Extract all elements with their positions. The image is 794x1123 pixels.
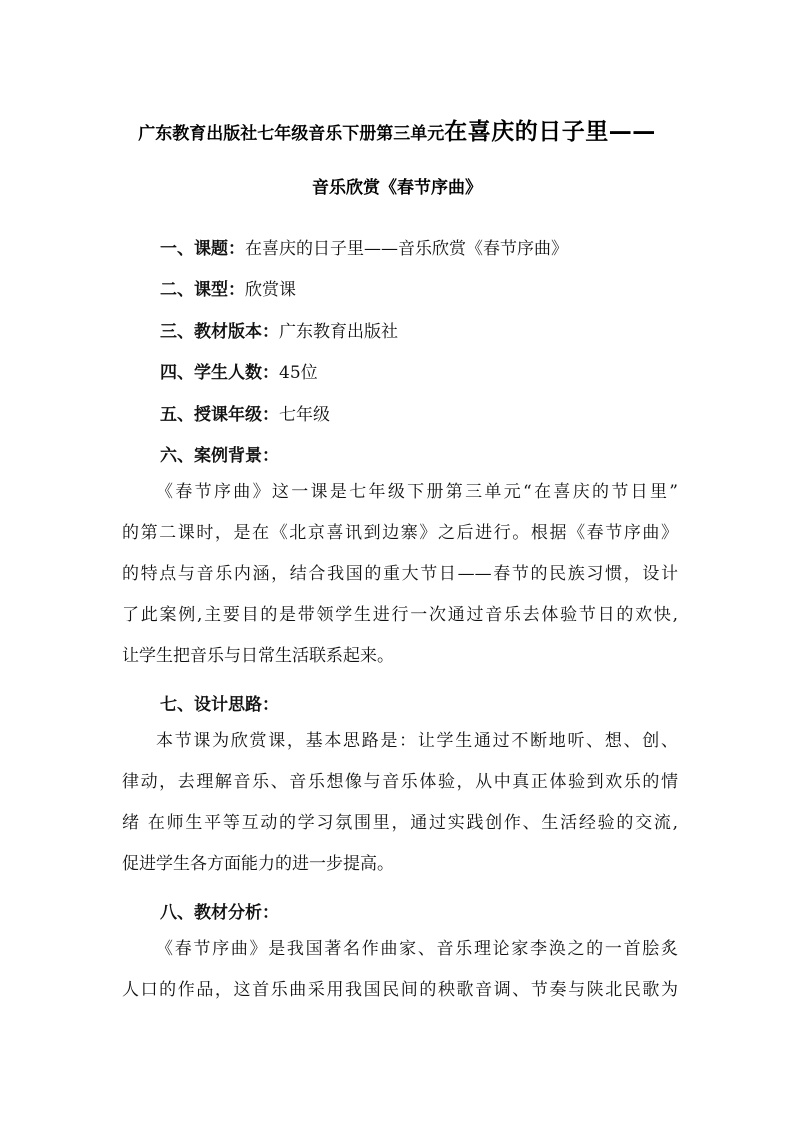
paragraph-line: 的特点与音乐内涵，结合我国的重大节日——春节的民族习惯，设计 bbox=[122, 564, 678, 584]
field-label: 三、教材版本： bbox=[160, 322, 279, 342]
field-grade bbox=[160, 400, 330, 425]
field-textbook-edition bbox=[160, 317, 398, 342]
paragraph-line: 让学生把音乐与日常生活联系起来。 bbox=[122, 646, 394, 666]
document-title bbox=[0, 113, 794, 146]
section-heading-material: 八、教材分析： bbox=[160, 903, 279, 923]
title-prefix: 广东教育出版社七年级音乐下册第三单元 bbox=[138, 124, 445, 144]
title-main: 在喜庆的日子里—— bbox=[444, 119, 656, 145]
paragraph-line: 《春节序曲》是我国著名作曲家、音乐理论家李涣之的一首脍炙 bbox=[156, 939, 678, 959]
field-value: 广东教育出版社 bbox=[279, 322, 398, 342]
section-body-design bbox=[122, 721, 678, 885]
section-heading-design: 七、设计思路： bbox=[160, 695, 279, 715]
paragraph-line: 的第二课时，是在《北京喜讯到边寨》之后进行。根据《春节序曲》 bbox=[122, 523, 678, 543]
section-body-background bbox=[122, 472, 678, 677]
field-value: 在喜庆的日子里——音乐欣赏《春节序曲》 bbox=[245, 239, 568, 259]
field-label: 四、学生人数： bbox=[160, 363, 279, 383]
paragraph-line: 律动，去理解音乐、音乐想像与音乐体验，从中真正体验到欢乐的情 bbox=[122, 772, 678, 792]
document-subtitle: 音乐欣赏《春节序曲》 bbox=[312, 178, 482, 198]
field-value: 七年级 bbox=[279, 405, 330, 425]
field-student-count bbox=[160, 358, 318, 383]
field-lesson-type bbox=[160, 275, 296, 300]
field-label: 一、课题： bbox=[160, 239, 245, 259]
paragraph-line: 本节课为欣赏课，基本思路是：让学生通过不断地听、想、创、 bbox=[156, 731, 678, 751]
paragraph-line: 促进学生各方面能力的进一步提高。 bbox=[122, 854, 394, 874]
field-topic bbox=[160, 234, 568, 259]
field-label: 五、授课年级： bbox=[160, 405, 279, 425]
paragraph-line: 《春节序曲》这一课是七年级下册第三单元“在喜庆的节日里” bbox=[156, 482, 678, 502]
field-value: 欣赏课 bbox=[245, 280, 296, 300]
section-body-material bbox=[122, 929, 678, 1011]
field-value: 45位 bbox=[279, 363, 318, 383]
field-label: 二、课型： bbox=[160, 280, 245, 300]
paragraph-line: 了此案例,主要目的是带领学生进行一次通过音乐去体验节日的欢快, bbox=[122, 605, 678, 625]
section-heading-background: 六、案例背景： bbox=[160, 446, 279, 466]
paragraph-line: 人口的作品，这首乐曲采用我国民间的秧歌音调、节奏与陕北民歌为 bbox=[122, 980, 678, 1000]
paragraph-line: 绪 在师生平等互动的学习氛围里，通过实践创作、生活经验的交流, bbox=[122, 813, 678, 833]
